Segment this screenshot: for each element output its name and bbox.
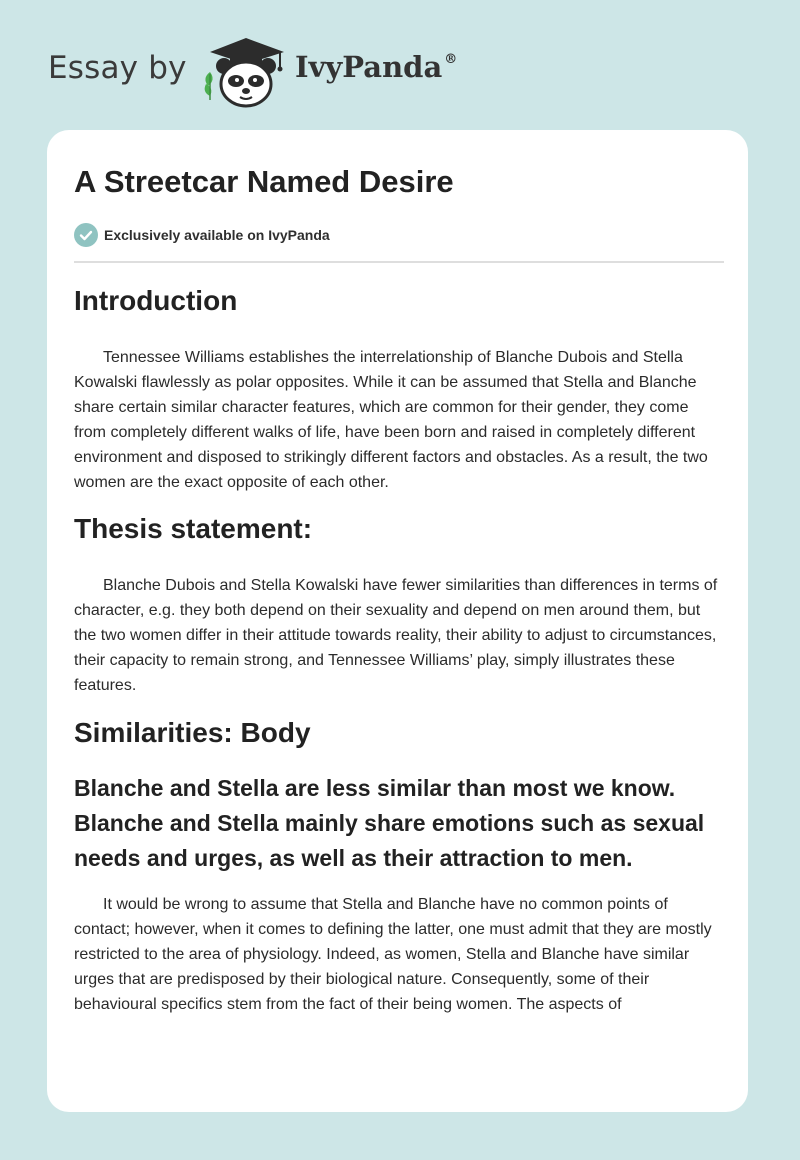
site-header: [0, 0, 800, 130]
article-card: [47, 130, 748, 1112]
brand-prefix: Essay by: [48, 50, 187, 86]
section-heading-similarities: Similarities: Body: [74, 717, 311, 748]
section-heading-thesis: Thesis statement:: [74, 513, 313, 544]
check-circle-icon: [74, 223, 98, 247]
exclusive-badge: [74, 223, 330, 247]
page-title: A Streetcar Named Desire: [74, 164, 454, 199]
registered-mark: ®: [444, 52, 458, 67]
brand-name-text: IvyPanda: [295, 50, 443, 84]
article-content: [74, 280, 724, 1017]
exclusive-badge-label: Exclusively available on IvyPanda: [104, 227, 330, 243]
panda-graduate-icon[interactable]: [200, 34, 292, 110]
thesis-paragraph: Blanche Dubois and Stella Kowalski have fewer similarities than differences in terms of character, e.g. they both depend on their sexuality and depend on men around them, but the two women differ in their attitude towards reality, their ability to adjust to circumstances, their capacity to remain strong, and Tennessee Williams’ play, simply illustrates these features.: [74, 577, 718, 694]
introduction-paragraph: Tennessee Williams establishes the interrelationship of Blanche Dubois and Stella Kowalski flawlessly as polar opposites. While it can be assumed that Stella and Blanche share certain similar character features, which are common for their gender, they come from completely different walks of life, have been born and raised in completely different environment and disposed to strikingly different factors and obstacles. As a result, the two women are the exact opposite of each other.: [74, 349, 708, 491]
subheading-similarities: Blanche and Stella are less similar than most we know. Blanche and Stella mainly share emotions such as sexual needs and urges, as well as their attraction to men.: [74, 775, 705, 871]
title-divider: [74, 261, 724, 263]
section-heading-introduction: Introduction: [74, 285, 238, 316]
brand-name[interactable]: [295, 50, 457, 84]
similarities-paragraph: It would be wrong to assume that Stella and Blanche have no common points of contact; however, when it comes to defining the latter, one must admit that they are mostly restricted to the area of physiology. Indeed, as women, Stella and Blanche have similar urges that are predisposed by their biological nature. Consequently, some of their behavioural specifics stem from the fact of their being women. The aspects of: [74, 896, 712, 1013]
